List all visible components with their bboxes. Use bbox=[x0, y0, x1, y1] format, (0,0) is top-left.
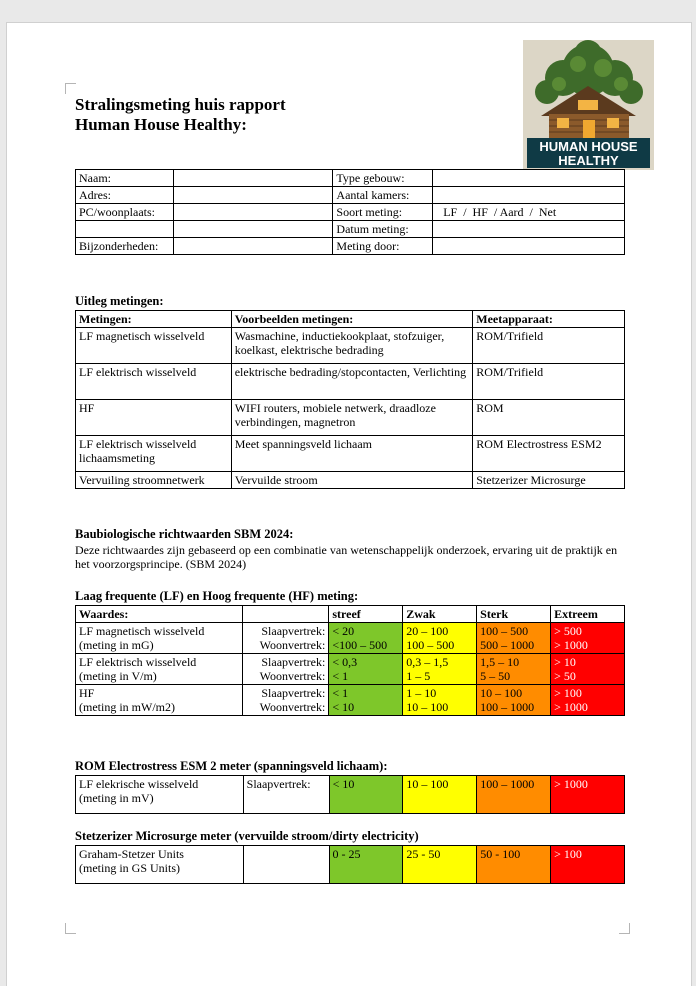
table-cell: < 20 <100 – 500 bbox=[329, 623, 403, 654]
label-door: Meting door: bbox=[333, 238, 433, 255]
table-cell: < 0,3 < 1 bbox=[329, 654, 403, 685]
field-pc[interactable] bbox=[173, 204, 332, 221]
table-cell: 1 – 10 10 – 100 bbox=[403, 685, 477, 716]
table-row bbox=[76, 364, 625, 400]
table-cell: Slaapvertrek: Woonvertrek: bbox=[243, 685, 329, 716]
label-soort: Soort meting: bbox=[333, 204, 433, 221]
table-cell: LF magnetisch wisselveld (meting in mG) bbox=[76, 623, 243, 654]
section-title-sbm: Baubiologische richtwaarden SBM 2024: bbox=[75, 527, 294, 541]
table-cell: ROM/Trifield bbox=[473, 364, 625, 400]
table-row bbox=[76, 654, 625, 685]
table-row bbox=[76, 436, 625, 472]
table-cell: HF (meting in mW/m2) bbox=[76, 685, 243, 716]
table-cell: LF elektrisch wisselveld bbox=[76, 364, 232, 400]
section-title-esm: ROM Electrostress ESM 2 meter (spanningsveld lichaam): bbox=[75, 759, 388, 773]
column-header: Zwak bbox=[403, 606, 477, 623]
table-cell: > 100 bbox=[551, 846, 625, 884]
table-cell: 50 - 100 bbox=[477, 846, 551, 884]
table-cell: LF elektrisch wisselveld (meting in V/m) bbox=[76, 654, 243, 685]
label-bijzonderheden: Bijzonderheden: bbox=[76, 238, 174, 255]
section-title-uitleg: Uitleg metingen: bbox=[75, 294, 164, 308]
field-datum[interactable] bbox=[433, 221, 625, 238]
stetzer-table bbox=[75, 845, 625, 884]
column-header: Waardes: bbox=[76, 606, 243, 623]
column-header: streef bbox=[329, 606, 403, 623]
field-bijzonderheden[interactable] bbox=[173, 238, 332, 255]
table-row bbox=[76, 187, 625, 204]
label-adres: Adres: bbox=[76, 187, 174, 204]
field-soort[interactable]: LF / HF / Aard / Net bbox=[433, 204, 625, 221]
table-header-row bbox=[76, 311, 625, 328]
table-cell: Slaapvertrek: Woonvertrek: bbox=[243, 654, 329, 685]
table-row bbox=[76, 221, 625, 238]
table-cell: 25 - 50 bbox=[403, 846, 477, 884]
table-cell: Stetzerizer Microsurge bbox=[473, 472, 625, 489]
document-page bbox=[6, 22, 692, 986]
field-adres[interactable] bbox=[173, 187, 332, 204]
crop-mark bbox=[65, 83, 76, 94]
table-row bbox=[76, 400, 625, 436]
crop-mark bbox=[65, 923, 76, 934]
column-header: Sterk bbox=[477, 606, 551, 623]
document-title bbox=[75, 95, 286, 135]
esm-table bbox=[75, 775, 625, 814]
table-cell: Vervuiling stroomnetwerk bbox=[76, 472, 232, 489]
table-cell: 100 – 500 500 – 1000 bbox=[477, 623, 551, 654]
table-cell: ROM/Trifield bbox=[473, 328, 625, 364]
table-row bbox=[76, 472, 625, 489]
table-cell: > 10 > 50 bbox=[551, 654, 625, 685]
table-cell: 10 – 100 bbox=[403, 776, 477, 814]
logo bbox=[523, 40, 654, 170]
section-title-lfhf: Laag frequente (LF) en Hoog frequente (HF) meting: bbox=[75, 589, 359, 603]
column-header bbox=[243, 606, 329, 623]
column-header: Metingen: bbox=[76, 311, 232, 328]
title-line-2: Human House Healthy: bbox=[75, 115, 247, 134]
empty-cell bbox=[173, 221, 332, 238]
table-cell: WIFI routers, mobiele netwerk, draadloze verbindingen, magnetron bbox=[231, 400, 473, 436]
table-cell: Wasmachine, inductiekookplaat, stofzuiger, koelkast, elektrische bedrading bbox=[231, 328, 473, 364]
table-cell: HF bbox=[76, 400, 232, 436]
table-header-row bbox=[76, 606, 625, 623]
table-cell: 10 – 100 100 – 1000 bbox=[477, 685, 551, 716]
table-cell: ROM bbox=[473, 400, 625, 436]
table-cell: Graham-Stetzer Units (meting in GS Units) bbox=[76, 846, 244, 884]
crop-mark bbox=[619, 923, 630, 934]
table-cell: Vervuilde stroom bbox=[231, 472, 473, 489]
table-cell: 100 – 1000 bbox=[477, 776, 551, 814]
table-row bbox=[76, 776, 625, 814]
svg-text:HUMAN HOUSE: HUMAN HOUSE bbox=[539, 139, 638, 154]
table-row bbox=[76, 623, 625, 654]
table-cell: Slaapvertrek: Woonvertrek: bbox=[243, 623, 329, 654]
table-cell: > 1000 bbox=[551, 776, 625, 814]
table-row bbox=[76, 170, 625, 187]
svg-text:HEALTHY: HEALTHY bbox=[558, 153, 619, 168]
section-title-stetzer: Stetzerizer Microsurge meter (vervuilde stroom/dirty electricity) bbox=[75, 829, 419, 843]
field-kamers[interactable] bbox=[433, 187, 625, 204]
column-header: Voorbeelden metingen: bbox=[231, 311, 473, 328]
table-cell: 20 – 100 100 – 500 bbox=[403, 623, 477, 654]
sbm-description: Deze richtwaardes zijn gebaseerd op een combinatie van wetenschappelijk onderzoek, ervaring uit de praktijk en het voorzorgsprincipe. (SBM 2024) bbox=[75, 543, 618, 571]
column-header: Extreem bbox=[551, 606, 625, 623]
field-door[interactable] bbox=[433, 238, 625, 255]
table-cell: 0 - 25 bbox=[329, 846, 403, 884]
field-type[interactable] bbox=[433, 170, 625, 187]
field-naam[interactable] bbox=[173, 170, 332, 187]
label-pc: PC/woonplaats: bbox=[76, 204, 174, 221]
label-naam: Naam: bbox=[76, 170, 174, 187]
info-table bbox=[75, 169, 625, 255]
uitleg-table bbox=[75, 310, 625, 489]
empty-cell bbox=[76, 221, 174, 238]
label-kamers: Aantal kamers: bbox=[333, 187, 433, 204]
table-cell: elektrische bedrading/stopcontacten, Verlichting bbox=[231, 364, 473, 400]
table-cell: LF magnetisch wisselveld bbox=[76, 328, 232, 364]
table-cell: ROM Electrostress ESM2 bbox=[473, 436, 625, 472]
table-cell: Meet spanningsveld lichaam bbox=[231, 436, 473, 472]
title-line-1: Stralingsmeting huis rapport bbox=[75, 95, 286, 114]
label-type: Type gebouw: bbox=[333, 170, 433, 187]
table-cell: LF elektrisch wisselveld lichaamsmeting bbox=[76, 436, 232, 472]
table-cell: > 500 > 1000 bbox=[551, 623, 625, 654]
table-row bbox=[76, 328, 625, 364]
table-cell: < 10 bbox=[329, 776, 403, 814]
column-header: Meetapparaat: bbox=[473, 311, 625, 328]
lfhf-table bbox=[75, 605, 625, 716]
table-cell: LF elekrische wisselveld (meting in mV) bbox=[76, 776, 244, 814]
table-row bbox=[76, 685, 625, 716]
table-cell: < 1 < 10 bbox=[329, 685, 403, 716]
table-cell: Slaapvertrek: bbox=[243, 776, 329, 814]
table-cell: > 100 > 1000 bbox=[551, 685, 625, 716]
table-cell: 0,3 – 1,5 1 – 5 bbox=[403, 654, 477, 685]
table-cell bbox=[243, 846, 329, 884]
table-row bbox=[76, 204, 625, 221]
table-row bbox=[76, 238, 625, 255]
table-cell: 1,5 – 10 5 – 50 bbox=[477, 654, 551, 685]
label-datum: Datum meting: bbox=[333, 221, 433, 238]
table-row bbox=[76, 846, 625, 884]
